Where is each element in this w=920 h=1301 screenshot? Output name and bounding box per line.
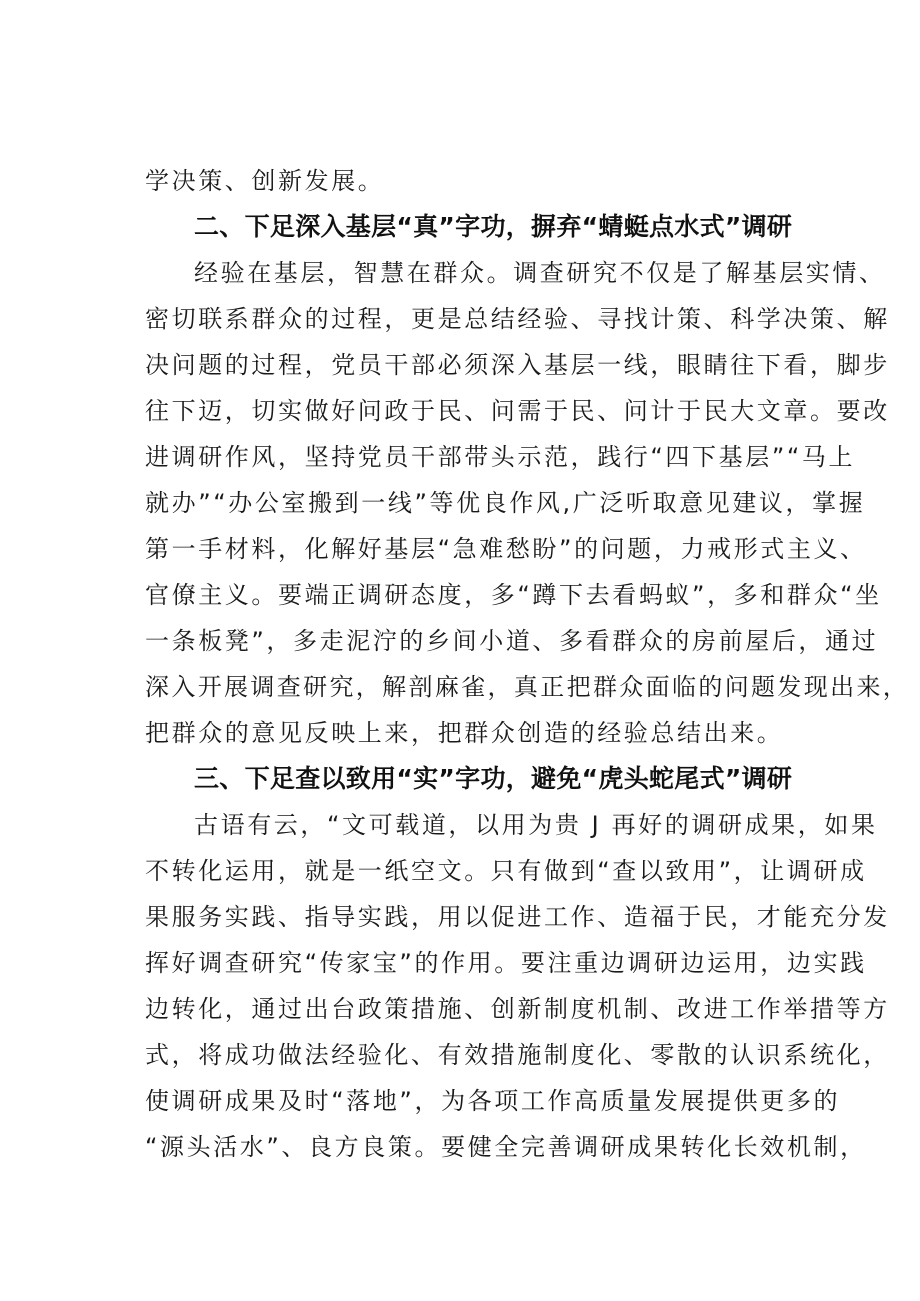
paragraph-line: 第一手材料，化解好基层“急难愁盼”的问题，力戒形式主义、 <box>145 535 867 563</box>
paragraph-line: 古语有云，“文可载道，以用为贵 J 再好的调研成果，如果 <box>194 811 878 839</box>
paragraph-line: 一条板凳”，多走泥泞的乡间小道、多看群众的房前屋后，通过 <box>145 627 879 655</box>
paragraph-line: 决问题的过程，党员干部必须深入基层一线，眼睛往下看，脚步 <box>145 351 890 379</box>
paragraph-line: 经验在基层，智慧在群众。调查研究不仅是了解基层实情、 <box>194 259 886 287</box>
paragraph-line: 边转化，通过出台政策措施、创新制度机制、改进工作举措等方 <box>145 995 890 1023</box>
paragraph-line: 密切联系群众的过程，更是总结经验、寻找计策、科学决策、解 <box>145 305 890 333</box>
paragraph-line: 果服务实践、指导实践，用以促进工作、造福于民，才能充分发 <box>145 903 890 931</box>
paragraph-line: 进调研作风，坚持党员干部带头示范，践行“四下基层”“马上 <box>145 443 856 471</box>
paragraph-line: 就办”“办公室搬到一线”等优良作风,广泛听取意见建议，掌握 <box>145 489 866 517</box>
paragraph-line: “源头活水”、良方良策。要健全完善调研成果转化长效机制， <box>145 1133 867 1161</box>
paragraph-line: 学决策、创新发展。 <box>145 167 385 195</box>
paragraph-line: 不转化运用，就是一纸空文。只有做到“查以致用”，让调研成 <box>145 857 867 885</box>
paragraph-line: 深入开展调查研究，解剖麻雀，真正把群众面临的问题发现出来， <box>145 673 910 701</box>
paragraph-line: 往下迈，切实做好问政于民、问需于民、问计于民大文章。要改 <box>145 397 890 425</box>
paragraph-line: 挥好调查研究“传家宝”的作用。要注重边调研边运用，边实践 <box>145 949 867 977</box>
paragraph-line: 官僚主义。要端正调研态度，多“蹲下去看蚂蚁”，多和群众“坐 <box>145 581 882 609</box>
section-heading-2: 二、下足深入基层“真”字功，摒弃“蜻蜓点水式”调研 <box>194 212 793 241</box>
section-heading-3: 三、下足查以致用“实”字功，避免“虎头蛇尾式”调研 <box>194 764 793 793</box>
paragraph-line: 把群众的意见反映上来，把群众创造的经验总结出来。 <box>145 719 784 747</box>
paragraph-line: 式，将成功做法经验化、有效措施制度化、零散的认识系统化， <box>145 1041 890 1069</box>
paragraph-line: 使调研成果及时“落地”，为各项工作高质量发展提供更多的 <box>145 1087 841 1115</box>
